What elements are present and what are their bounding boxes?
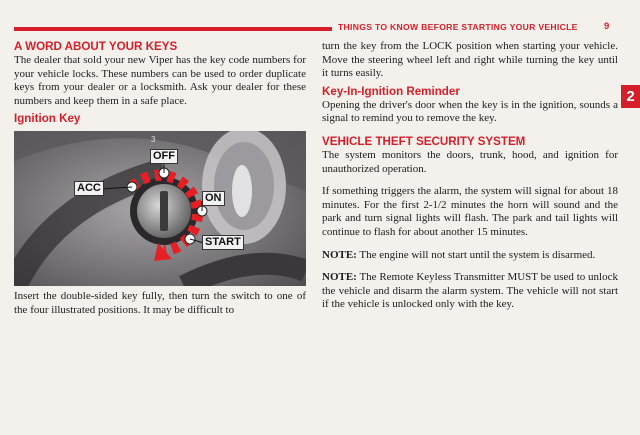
note-2-label: NOTE:	[322, 271, 357, 284]
on-position-label: ON	[202, 191, 225, 206]
tick-numeral: 3	[151, 135, 156, 145]
note-2	[322, 271, 618, 312]
note-1-label: NOTE:	[322, 248, 357, 261]
note-2-text: The Remote Keyless Transmitter MUST be used to unlock the vehicle and disarm the alarm system. The vehicle will not start if the vehicle is unlocked only with the key.	[322, 271, 618, 311]
running-header: THINGS TO KNOW BEFORE STARTING YOUR VEHICLE	[338, 22, 578, 32]
keys-paragraph: The dealer that sold your new Viper has the key code numbers for your vehicle locks. These numbers can be used to order duplicate keys from your dealer or a locksmith. Ask your dealer for these numbers and keep them in a safe place.	[14, 54, 306, 107]
ignition-key-figure	[14, 131, 306, 286]
reminder-heading: Key-In-Ignition Reminder	[322, 84, 460, 98]
chapter-tab: 2	[621, 85, 640, 108]
ignition-heading: Ignition Key	[14, 112, 81, 126]
ignition-caption: Insert the double-sided key fully, then turn the switch to one of the four illustrated positions. It may be difficult to	[14, 290, 306, 316]
keys-heading: A WORD ABOUT YOUR KEYS	[14, 40, 178, 53]
theft-heading: VEHICLE THEFT SECURITY SYSTEM	[322, 134, 526, 148]
ignition-continued-paragraph: turn the key from the LOCK position when starting your vehicle. Move the steering wheel left and right while turning the key until it turns easily.	[322, 40, 618, 80]
page-number: 9	[604, 21, 610, 32]
left-column	[14, 40, 306, 318]
off-position-label: OFF	[150, 149, 178, 164]
start-position-label: START	[202, 235, 244, 250]
header-rule	[14, 27, 332, 31]
reminder-paragraph: Opening the driver's door when the key is in the ignition, sounds a signal to remind you to remove the key.	[322, 98, 618, 125]
theft-paragraph-2: If something triggers the alarm, the system will signal for about 18 minutes. For the first 2-1/2 minutes the horn will sound and the park and turn signal lights will flash. The park and tail lights will continue to flash for about another 15 minutes.	[322, 185, 618, 238]
acc-position-label: ACC	[74, 181, 104, 196]
note-1-text: The engine will not start until the system is disarmed.	[359, 248, 596, 261]
note-1	[322, 249, 618, 263]
right-column	[322, 40, 618, 312]
theft-paragraph-1: The system monitors the doors, trunk, hood, and ignition for unauthorized operation.	[322, 148, 618, 175]
